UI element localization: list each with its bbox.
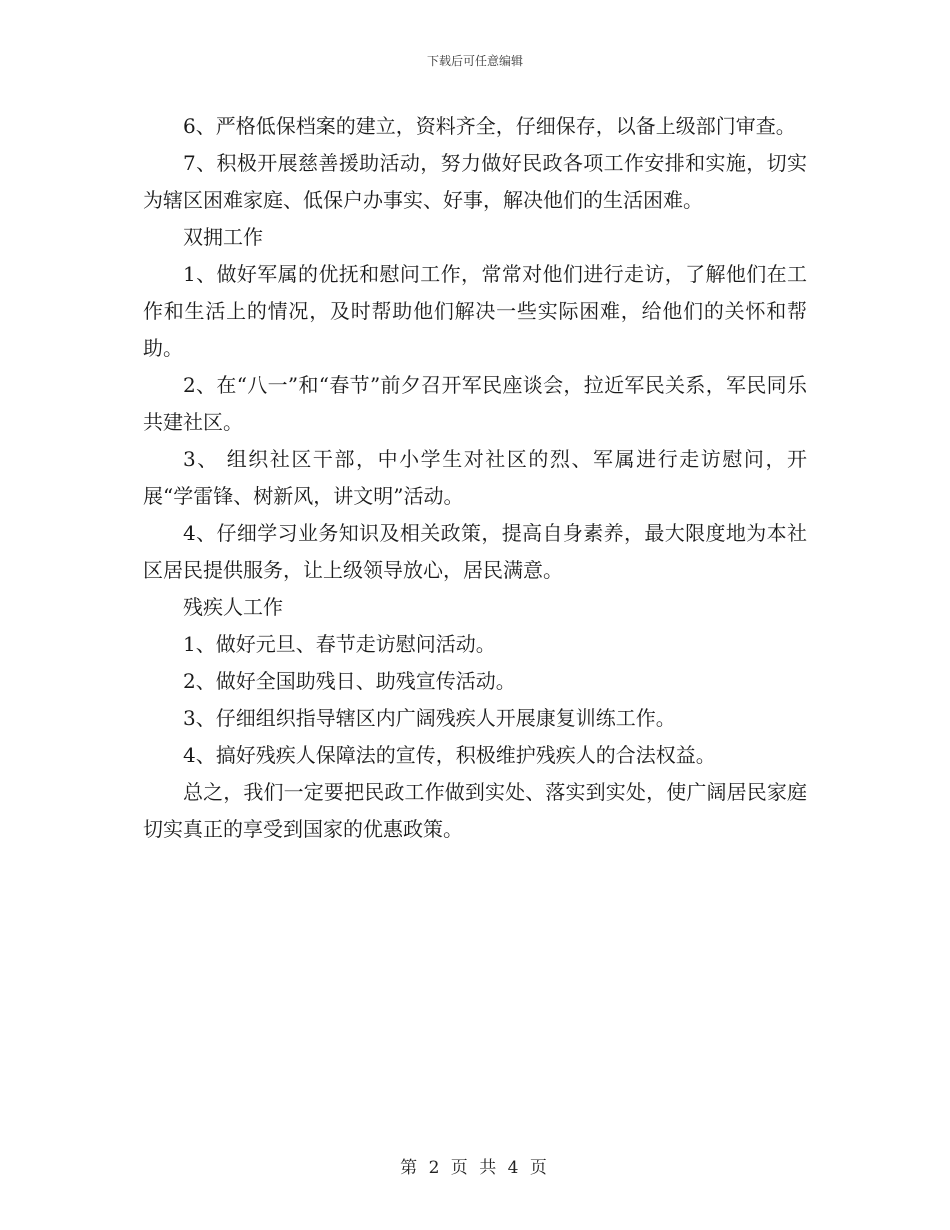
paragraph-conclusion: 总之，我们一定要把民政工作做到实处、落实到实处，使广阔居民家庭切实真正的享受到国家的优惠政策。 — [143, 780, 807, 841]
document-body — [143, 108, 807, 848]
section-heading-military: 双拥工作 — [183, 225, 263, 249]
section-heading-disabled: 残疾人工作 — [183, 595, 283, 619]
page-number: 第 2 页 共 4 页 — [400, 1158, 550, 1178]
paragraph-charity: 7、积极开展慈善援助活动，努力做好民政各项工作安排和实施，切实为辖区困难家庭、低保户办事实、好事，解决他们的生活困难。 — [143, 151, 807, 212]
page-header-note: 下载后可任意编辑 — [426, 54, 523, 68]
paragraph-rehab: 3、仔细组织指导辖区内广阔残疾人开展康复训练工作。 — [183, 706, 676, 730]
paragraph-archive: 6、严格低保档案的建立，资料齐全，仔细保存，以备上级部门审查。 — [183, 114, 796, 138]
paragraph-visits: 3、 组织社区干部，中小学生对社区的烈、军属进行走访慰问，开展“学雷锋、树新风，讲文明”活动。 — [143, 447, 807, 508]
paragraph-new-year-visits: 1、做好元旦、春节走访慰问活动。 — [183, 632, 496, 656]
paragraph-forum: 2、在“八一”和“春节”前夕召开军民座谈会，拉近军民关系，军民同乐共建社区。 — [143, 373, 807, 434]
paragraph-disability-day: 2、做好全国助残日、助残宣传活动。 — [183, 669, 516, 693]
paragraph-military-families: 1、做好军属的优抚和慰问工作，常常对他们进行走访，了解他们在工作和生活上的情况，及时帮助他们解决一些实际困难，给他们的关怀和帮助。 — [143, 262, 807, 360]
paragraph-law: 4、搞好残疾人保障法的宣传，积极维护残疾人的合法权益。 — [183, 743, 716, 767]
paragraph-study: 4、仔细学习业务知识及相关政策，提高自身素养，最大限度地为本社区居民提供服务，让上级领导放心，居民满意。 — [143, 521, 807, 582]
